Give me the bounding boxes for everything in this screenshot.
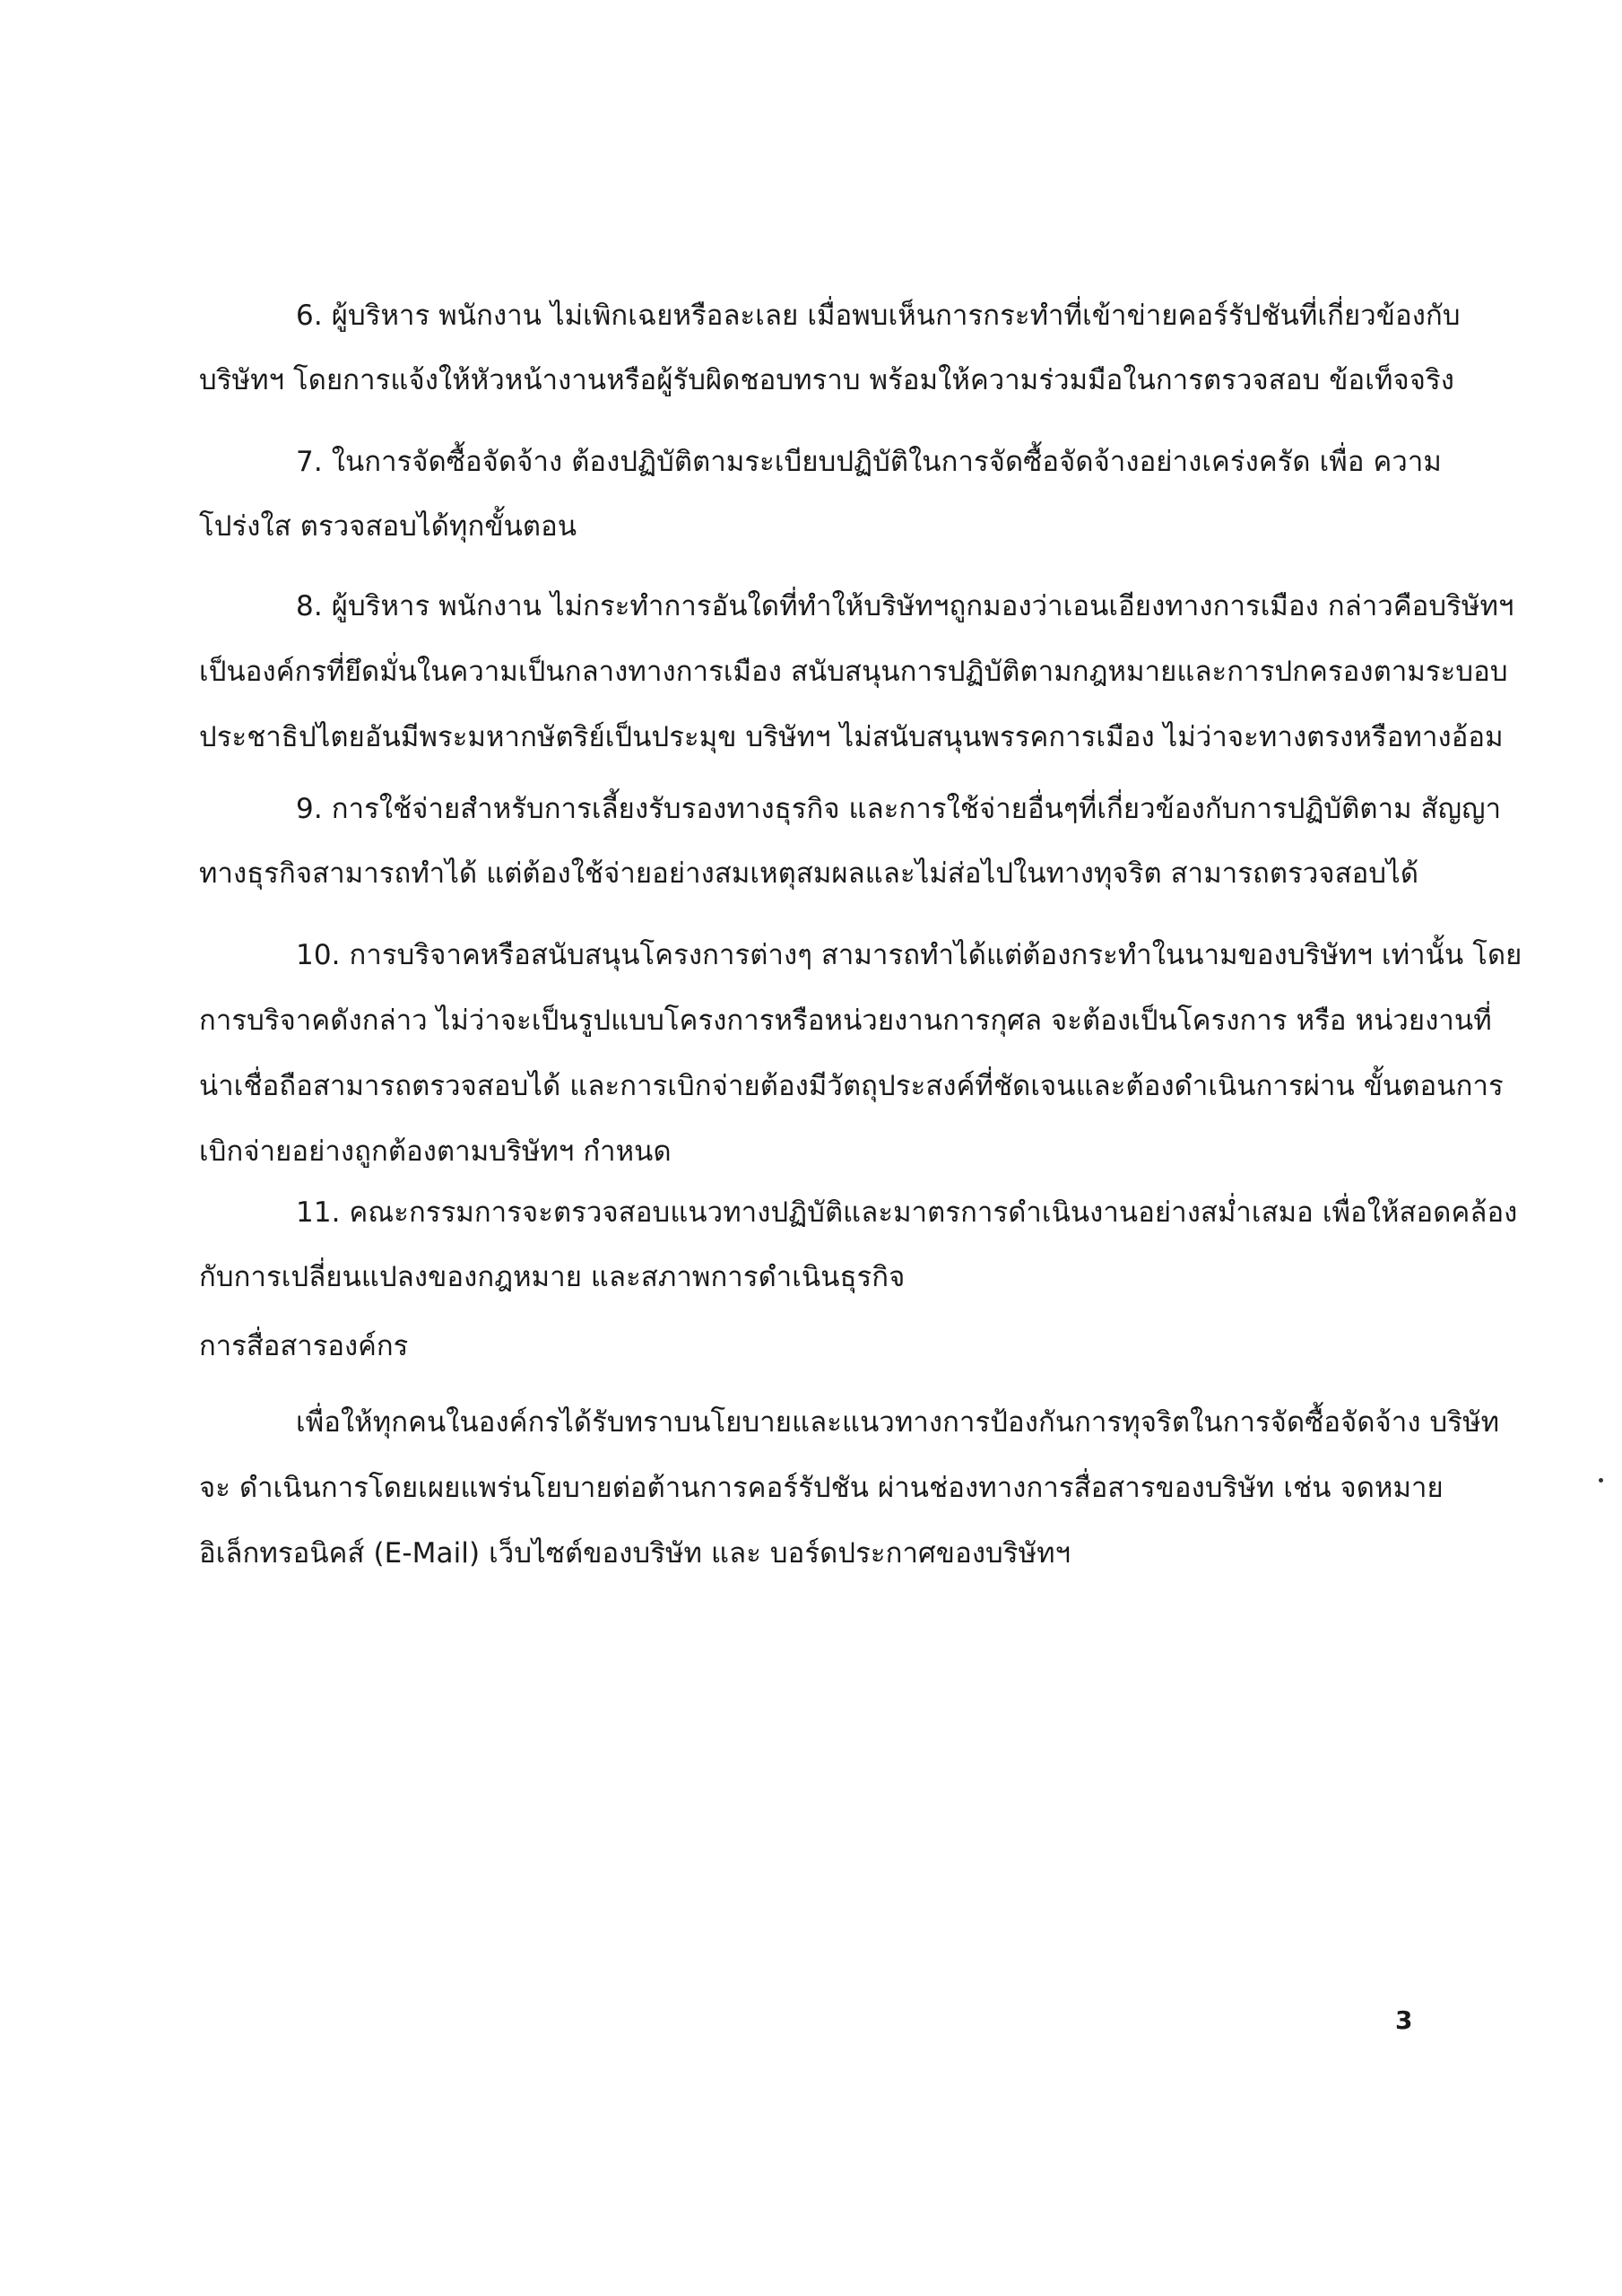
paragraph-line: กับการเปลี่ยนแปลงของกฎหมาย และสภาพการดำเนินธุรกิจ [199, 1261, 906, 1293]
paragraph-line: บริษัทฯ โดยการแจ้งให้หัวหน้างานหรือผู้รับผิดชอบทราบ พร้อมให้ความร่วมมือในการตรวจสอบ ข้อเท็จจริง [199, 364, 1455, 396]
paragraph-line: เบิกจ่ายอย่างถูกต้องตามบริษัทฯ กำหนด [199, 1135, 672, 1168]
paragraph-line: 8. ผู้บริหาร พนักงาน ไม่กระทำการอันใดที่ทำให้บริษัทฯถูกมองว่าเอนเอียงทางการเมือง กล่าวคือบริษัทฯ [296, 590, 1514, 622]
paragraph-line: 10. การบริจาคหรือสนับสนุนโครงการต่างๆ สามารถทำได้แต่ต้องกระทำในนามของบริษัทฯ เท่านั้น โดย [296, 939, 1522, 971]
section-heading: การสื่อสารองค์กร [199, 1330, 409, 1362]
paragraph-line: 7. ในการจัดซื้อจัดจ้าง ต้องปฏิบัติตามระเบียบปฏิบัติในการจัดซื้อจัดจ้างอย่างเคร่งครัด เพื่อ ความ [296, 446, 1442, 478]
paragraph-line: น่าเชื่อถือสามารถตรวจสอบได้ และการเบิกจ่ายต้องมีวัตถุประสงค์ที่ชัดเจนและต้องดำเนินการผ่าน ขั้นตอนการ [199, 1070, 1504, 1102]
page-number: 3 [1395, 2005, 1413, 2035]
paragraph-line: ประชาธิปไตยอันมีพระมหากษัตริย์เป็นประมุข บริษัทฯ ไม่สนับสนุนพรรคการเมือง ไม่ว่าจะทางตรงหรือทางอ้อม [199, 721, 1504, 753]
scan-speck [1599, 1478, 1603, 1483]
paragraph-line: ทางธุรกิจสามารถทำได้ แต่ต้องใช้จ่ายอย่างสมเหตุสมผลและไม่ส่อไปในทางทุจริต สามารถตรวจสอบได้ [199, 857, 1419, 890]
paragraph-line: เพื่อให้ทุกคนในองค์กรได้รับทราบนโยบายและแนวทางการป้องกันการทุจริตในการจัดซื้อจัดจ้าง บริษัท [296, 1406, 1500, 1439]
paragraph-line: 9. การใช้จ่ายสำหรับการเลี้ยงรับรองทางธุรกิจ และการใช้จ่ายอื่นๆที่เกี่ยวข้องกับการปฏิบัติตาม สัญญา [296, 793, 1502, 825]
paragraph-line: เป็นองค์กรที่ยึดมั่นในความเป็นกลางทางการเมือง สนับสนุนการปฏิบัติตามกฎหมายและการปกครองตามระบอบ [199, 656, 1508, 688]
paragraph-line: 6. ผู้บริหาร พนักงาน ไม่เพิกเฉยหรือละเลย เมื่อพบเห็นการกระทำที่เข้าข่ายคอร์รัปชันที่เกี่ยวข้องกับ [296, 300, 1461, 332]
paragraph-line: จะ ดำเนินการโดยเผยแพร่นโยบายต่อต้านการคอร์รัปชัน ผ่านช่องทางการสื่อสารของบริษัท เช่น จดหมาย [199, 1472, 1444, 1504]
paragraph-line: 11. คณะกรรมการจะตรวจสอบแนวทางปฏิบัติและมาตรการดำเนินงานอย่างสม่ำเสมอ เพื่อให้สอดคล้อง [296, 1196, 1518, 1229]
paragraph-line: อิเล็กทรอนิคส์ (E-Mail) เว็บไซต์ของบริษัท และ บอร์ดประกาศของบริษัทฯ [199, 1537, 1071, 1570]
paragraph-line: การบริจาคดังกล่าว ไม่ว่าจะเป็นรูปแบบโครงการหรือหน่วยงานการกุศล จะต้องเป็นโครงการ หรือ หน่วยงานที่ [199, 1004, 1492, 1037]
paragraph-line: โปร่งใส ตรวจสอบได้ทุกขั้นตอน [199, 510, 577, 543]
